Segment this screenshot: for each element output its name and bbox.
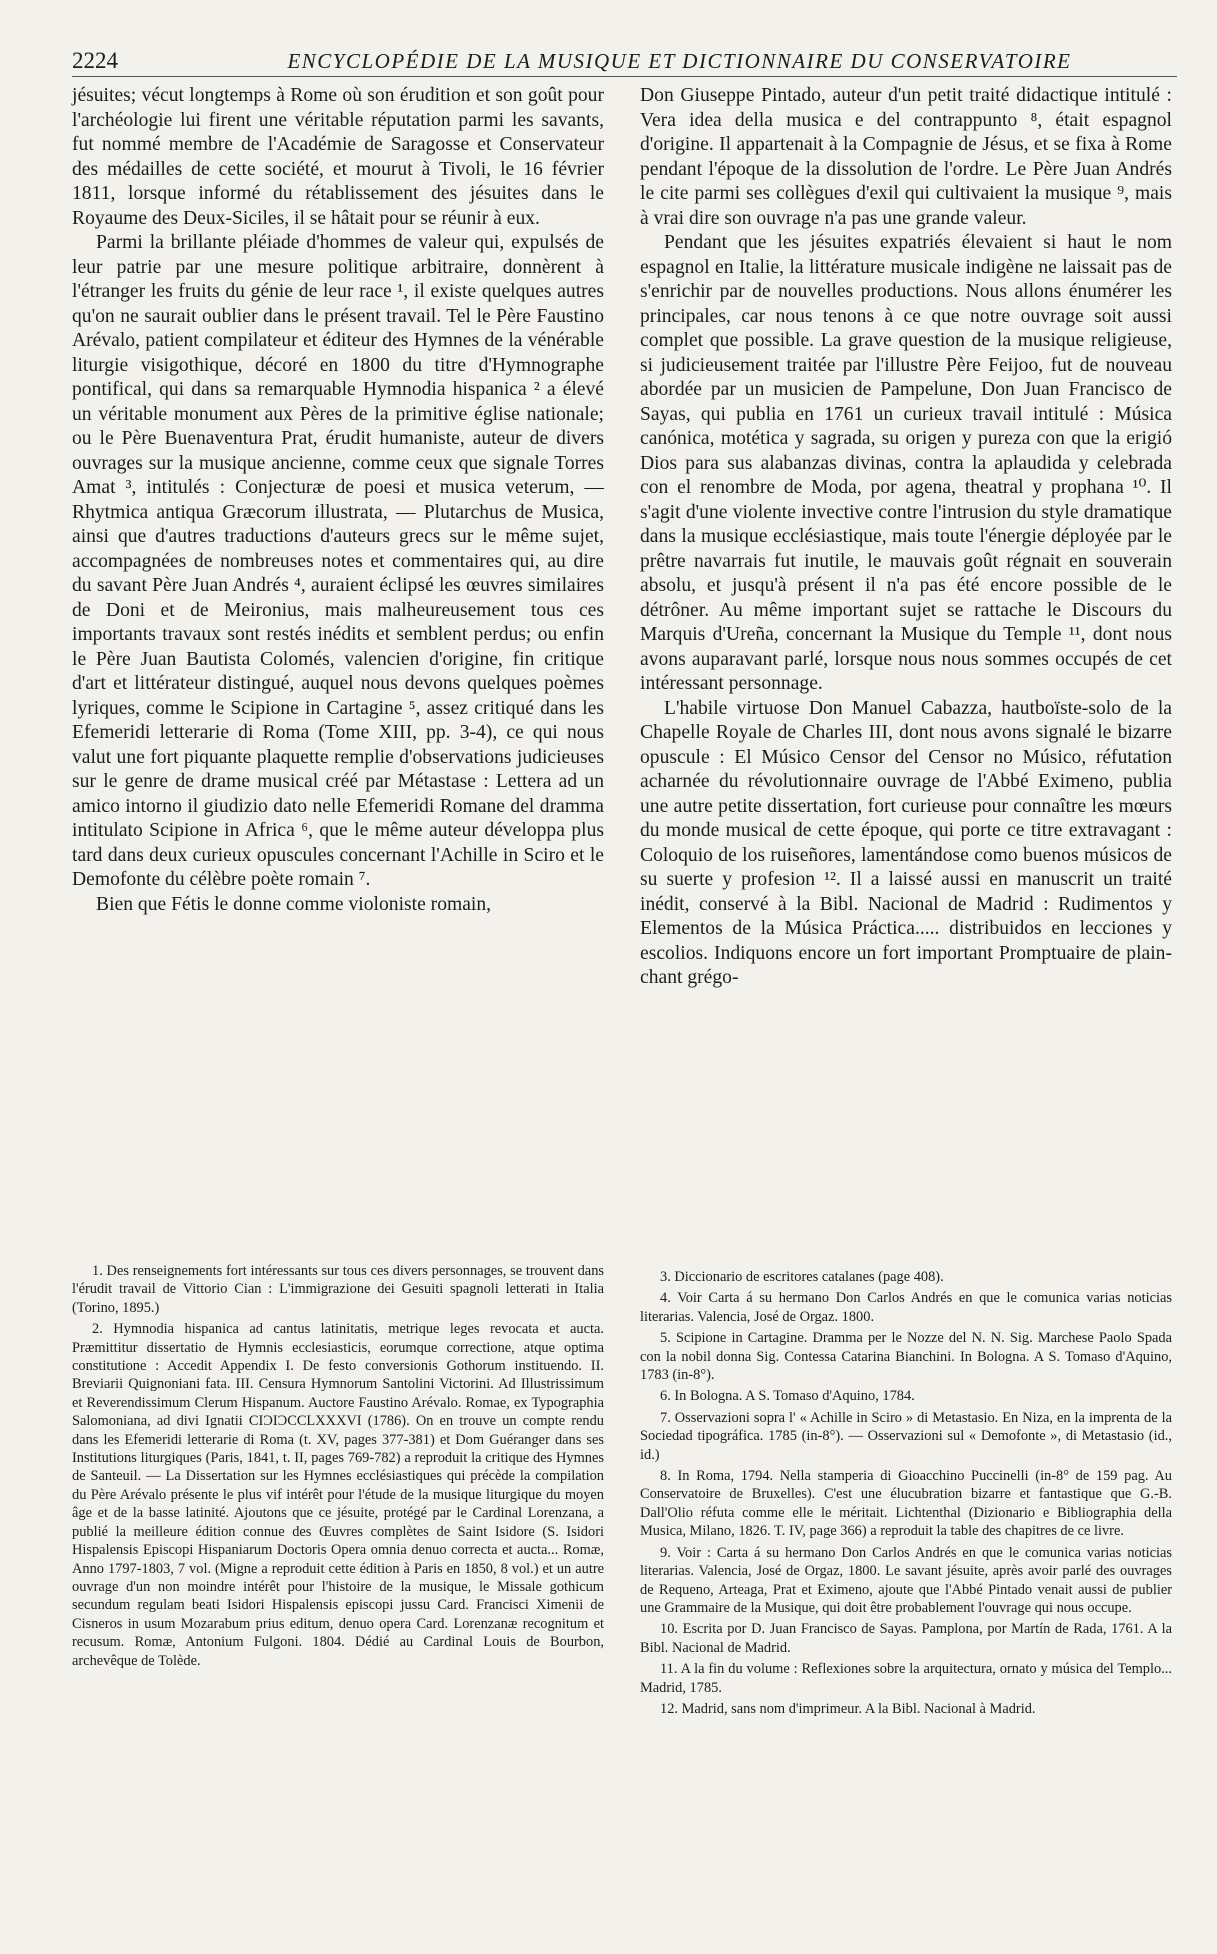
right-paragraph-3: L'habile virtuose Don Manuel Cabazza, hautboïste-solo de la Chapelle Royale de Charles III, dont nous avons signalé le bizarre opuscule : El Músico Censor del Censor no Músico, réfutation acharnée du révolutionnaire ouvrage de l'Abbé Eximeno, publia une autre petite dissertation, fort curieuse pour connaître les mœurs du monde musical de cette époque, qui porte ce titre extravagant : Coloquio de los ruiseñores, lamentándose como buenos músicos de su suerte y profesion ¹². Il a laissé aussi en manuscrit un traité inédit, conservé à la Bibl. Nacional de Madrid : Rudimentos y Elementos de la Música Práctica..... distribuidos en lecciones y escolios. Indiquons encore un fort important Promptuaire de plain-chant grégo- [640, 697, 1172, 988]
footnote-7: 7. Osservazioni sopra l' « Achille in Sciro » di Metastasio. En Niza, en la imprenta de la Sociedad tipográfica. 1785 (in-8°). — Osservazioni sul « Demofonte », di Metastasio (id., id.) [640, 1409, 1172, 1463]
page-number: 2224 [72, 48, 118, 73]
footnote-6: 6. In Bologna. A S. Tomaso d'Aquino, 1784. [660, 1388, 915, 1405]
footnotes-right [640, 1268, 1172, 1721]
footnote-12: 12. Madrid, sans nom d'imprimeur. A la Bibl. Nacional à Madrid. [660, 1700, 1036, 1717]
footnote-1: 1. Des renseignements fort intéressants sur tous ces divers personnages, se trouvent dans l'érudit travail de Vittorio Cian : L'immigrazione dei Gesuiti spagnoli letterati in Italia (Torino, 1895.) [72, 1263, 604, 1316]
right-column [640, 84, 1172, 991]
left-paragraph-3: Bien que Fétis le donne comme violoniste romain, [96, 893, 492, 915]
left-column [72, 84, 604, 917]
footnote-3: 3. Diccionario de escritores catalanes (page 408). [660, 1269, 944, 1285]
footnote-9: 9. Voir : Carta á su hermano Don Carlos Andrés en que le comunica varias noticias literarias. Valencia, José de Orgaz, 1800. Le savant jésuite, après avoir parlé des ouvrages de Requeno, Arteaga, Prat et Eximeno, ajoute que l'Abbé Pintado venait aussi de publier une Grammaire de la Musique, qui doit être probablement l'ouvrage qui nous occupe. [640, 1544, 1172, 1616]
left-paragraph-2: Parmi la brillante pléiade d'hommes de valeur qui, expulsés de leur patrie par une mesure politique arbitraire, donnèrent à l'étranger les fruits du génie de leur race ¹, il existe quelques autres qu'on ne saurait oublier dans le présent travail. Tel le Père Faustino Arévalo, patient compilateur et éditeur des Hymnes de la vénérable liturgie visigothique, décoré en 1800 du titre d'Hymnographe pontifical, qui dans sa remarquable Hymnodia hispanica ² a élevé un véritable monument aux Pères de la primitive église nationale; ou le Père Buenaventura Prat, érudit humaniste, auteur de divers ouvrages sur la musique ancienne, comme ceux que signale Torres Amat ³, intitulés : Conjecturæ de poesi et musica veterum, — Rhytmica antiqua Græcorum illustrata, — Plutarchus de Musica, ainsi que d'autres traductions d'auteurs grecs sur le même sujet, accompagnées de nombreuses notes et commentaires qui, au dire du savant Père Juan Andrés ⁴, auraient éclipsé les œuvres similaires de Doni et de Meironius, mais malheureusement tous ces importants travaux sont restés inédits et semblent perdus; ou enfin le Père Juan Bautista Colomés, valencien d'origine, fin critique d'art et littérateur distingué, auquel nous devons quelques poèmes lyriques, comme le Scipione in Cartagine ⁵, assez critiqué dans les Efemeridi letterarie di Roma (Tome XIII, pp. 3-4), ce qui nous valut une fort piquante plaquette remplie d'observations judicieuses sur le genre de drame musical créé par Métastase : Lettera ad un amico intorno il giudizio dato nelle Efemeridi Romane del dramma intitulato Scipione in Africa ⁶, que le même auteur développa plus tard dans deux curieux opuscules concernant l'Achille in Sciro et le Demofonte du célèbre poète romain ⁷. [72, 232, 604, 890]
footnote-8: 8. In Roma, 1794. Nella stamperia di Gioacchino Puccinelli (in-8° de 159 pag. Au Conservatoire de Bruxelles). C'est une élucubration bizarre et fantastique que G.-B. Dall'Olio réfuta comme elle le méritait. Lichtenthal (Dizionario e Bibliographia della Musica, Milano, 1826. T. IV, page 366) a reproduit la table des chapitres de ce livre. [640, 1468, 1172, 1540]
right-paragraph-1: Don Giuseppe Pintado, auteur d'un petit traité didactique intitulé : Vera idea della musica e del contrappunto ⁸, était espagnol d'origine. Il appartenait à la Compagnie de Jésus, et se fixa à Rome pendant l'époque de la dissolution de l'ordre. Le Père Juan Andrés le cite parmi ses collègues d'exil qui cultivaient la musique ⁹, mais à vrai dire son ouvrage n'a pas une grande valeur. [640, 85, 1172, 229]
footnote-10: 10. Escrita por D. Juan Francisco de Sayas. Pamplona, por Martín de Rada, 1761. A la Bibl. Nacional de Madrid. [640, 1621, 1172, 1656]
left-paragraph-1: jésuites; vécut longtemps à Rome où son érudition et son goût pour l'archéologie lui firent une véritable réputation parmi les savants, fut nommé membre de l'Académie de Saragosse et Conservateur des médailles de cette société, et mourut à Tivoli, le 16 février 1811, lorsque informé du rétablissement des jésuites dans le Royaume des Deux-Siciles, il se hâtait pour se réunir à eux. [72, 85, 604, 229]
footnote-5: 5. Scipione in Cartagine. Dramma per le Nozze del N. N. Sig. Marchese Paolo Spada con la nobil donna Sig. Contessa Catarina Bianchini. In Bologna. A S. Tomaso d'Aquino, 1783 (in-8°). [640, 1330, 1172, 1384]
footnote-11: 11. A la fin du volume : Reflexiones sobre la arquitectura, ornato y música del Templo... Madrid, 1785. [640, 1661, 1172, 1696]
footnote-2: 2. Hymnodia hispanica ad cantus latinitatis, metrique leges revocata et aucta. Præmittitur dissertatio de Hymnis ecclesiasticis, eorumque correctione, atque optima constitutione : Accedit Appendix I. De festo conversionis Gothorum instituendo. II. Breviarii Quignoniani fata. III. Censura Hymnorum Santolini Victorini. Ad Illustrissimum et Reverendissimum Clerum Hispanum. Auctore Faustino Arévalo. Romae, ex Typographia Salomoniana, ad divi Ignatii CIƆIƆCCLXXXVI (1786). On en trouve un compte rendu dans les Efemeridi letterarie di Roma (t. XV, pages 377-381) et Dom Guéranger dans ses Institutions liturgiques (Paris, 1841, t. II, pages 769-782) a reproduit la critique des Hymnes de Santeuil. — La Dissertation sur les Hymnes ecclésiastiques qui précède la compilation du Père Arévalo présente le plus vif intérêt pour l'étude de la musique liturgique du moyen âge et de la basse latinité. Ajoutons que ce jésuite, protégé par le Cardinal Lorenzana, a publié la meilleure édition connue des Œuvres complètes de Saint Isidore (S. Isidori Hispalensis Episcopi Hispaniarum Doctoris Opera omnia denuo correcta et aucta... Romæ, Anno 1797-1803, 7 vol. (Migne a reproduit cette édition à Paris en 1850, 8 vol.) et un autre ouvrage d'un non moindre intérêt pour l'histoire de la musique, le Missale gothicum secundum regulam beati Isidori Hispalensis episcopi jussu Card. Francisci Ximenii de Cisneros in usum Mozarabum prius editum, denuo opera Card. Lorenzanæ recognitum et recusum. Romæ, Antonium Fulgoni. 1804. Dédié au Cardinal Louis de Bourbon, archevêque de Tolède. [72, 1321, 604, 1669]
right-paragraph-2: Pendant que les jésuites expatriés élevaient si haut le nom espagnol en Italie, la littérature musicale indigène ne laissait pas de s'enrichir par de nouvelles productions. Nous allons énumérer les principales, car nous tenons à ce que notre ouvrage soit aussi complet que possible. La grave question de la musique religieuse, si judicieusement traitée par l'illustre Père Feijoo, fut de nouveau abordée par un musicien de Pampelune, Don Juan Francisco de Sayas, qui publia en 1761 un curieux travail intitulé : Música canónica, motética y sagrada, su origen y pureza con que la erigió Dios para sus alabanzas divinas, contra la aplaudida y celebrada con el renombre de Moda, por agena, theatral y prophana ¹⁰. Il s'agit d'une violente invective contre l'intrusion du style dramatique dans la musique ecclésiastique, mais toute l'énergie déployée par le prêtre navarrais fut inutile, le mauvais goût régnait en souverain absolu, et jusqu'à présent il n'a pas été encore possible de le détrôner. Au même important sujet se rattache le Discours du Marquis d'Ureña, concernant la Musique du Temple ¹¹, dont nous avons auparavant parlé, lorsque nous nous sommes occupés de cet intéressant personnage. [640, 232, 1172, 694]
footnote-4: 4. Voir Carta á su hermano Don Carlos Andrés en que le comunica varias noticias literarias. Valencia, José de Orgaz. 1800. [640, 1290, 1172, 1325]
footnotes-left [72, 1262, 604, 1673]
running-title: ENCYCLOPÉDIE DE LA MUSIQUE ET DICTIONNAIRE DU CONSERVATOIRE [287, 49, 1072, 73]
page-header [72, 48, 1177, 77]
